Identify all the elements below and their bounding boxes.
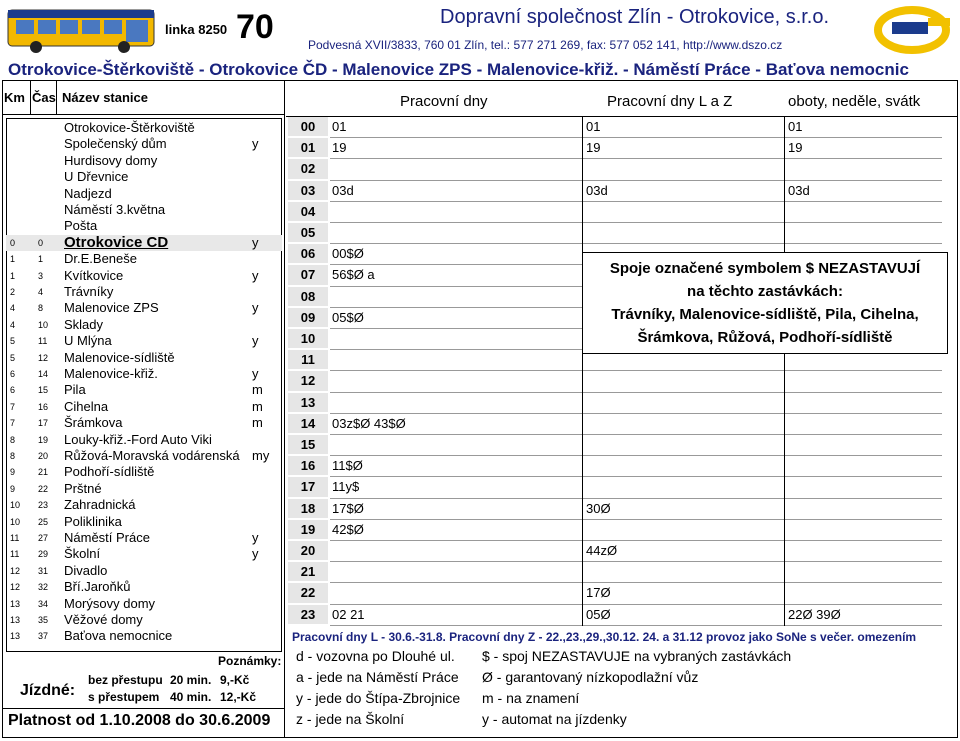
stop-time: 20 xyxy=(38,451,49,461)
stop-name: Růžová-Moravská vodárenská xyxy=(64,448,240,463)
hour-cell: 11 xyxy=(288,350,328,369)
stop-row xyxy=(6,382,282,398)
route-description: Otrokovice-Štěrkoviště - Otrokovice ČD - Malenovice ZPS - Malenovice-křiž. - Náměstí Práce - Baťova nemocnic xyxy=(8,60,909,79)
workday-departures: 02 21 xyxy=(332,606,365,622)
weekend-departures: 01 xyxy=(788,119,803,134)
stop-time: 1 xyxy=(38,254,44,265)
stop-flag: y xyxy=(252,267,259,283)
legend-a: a - jede na Náměstí Práce xyxy=(296,669,459,685)
stop-km: 13 xyxy=(10,598,21,609)
stop-row xyxy=(6,186,282,202)
workday-lz-departures: 03d xyxy=(586,182,608,198)
stop-flag: m xyxy=(252,398,263,414)
stop-km: 11 xyxy=(10,549,20,560)
weekend-header: oboty, neděle, svátk xyxy=(788,93,921,110)
stop-name: U Dřevnice xyxy=(64,169,129,185)
stop-row xyxy=(6,153,282,169)
stop-time: 4 xyxy=(38,287,44,297)
stop-name: Louky-křiž.-Ford Auto Viki xyxy=(64,431,212,447)
notice-line-2: na těchto zastávkách: xyxy=(687,283,843,300)
stop-flag: y xyxy=(252,333,259,349)
stop-row xyxy=(6,300,282,316)
hour-cell: 20 xyxy=(288,541,328,560)
stop-km: 6 xyxy=(10,385,16,396)
notice-line-1: Spoje označené symbolem $ NEZASTAVUJÍ xyxy=(609,260,921,277)
stop-name: Sklady xyxy=(64,316,104,332)
stop-flag: my xyxy=(252,448,270,463)
hour-row xyxy=(288,562,942,581)
workday-lz-departures: 44zØ xyxy=(586,543,618,558)
stop-km: 5 xyxy=(10,336,16,347)
stop-row xyxy=(6,235,282,251)
stop-time: 14 xyxy=(38,369,49,379)
hour-row xyxy=(288,393,942,412)
stop-name: Divadlo xyxy=(64,562,108,578)
stop-name: Otrokovice CD xyxy=(64,233,169,251)
stop-km: 12 xyxy=(10,565,21,576)
stop-time: 23 xyxy=(38,500,49,511)
hour-cell: 14 xyxy=(288,414,328,433)
workday-departures: 05$Ø xyxy=(332,309,364,325)
stop-km: 6 xyxy=(10,369,16,379)
hour-cell: 15 xyxy=(288,435,328,454)
fare-row-1-price: 9,-Kč xyxy=(220,673,250,687)
stop-km: 11 xyxy=(10,533,20,543)
stop-name: Pila xyxy=(64,382,86,398)
hour-cell: 13 xyxy=(288,393,328,412)
hour-cell: 16 xyxy=(288,456,328,475)
hour-cell: 01 xyxy=(288,138,328,157)
weekend-departures: 22Ø 39Ø xyxy=(788,606,841,622)
stop-time: 17 xyxy=(38,418,49,429)
stop-name: Zahradnická xyxy=(64,497,136,513)
hour-row xyxy=(288,583,942,602)
hour-cell: 06 xyxy=(288,244,328,263)
validity-period: Platnost od 1.10.2008 do 30.6.2009 xyxy=(8,712,271,729)
hour-row xyxy=(288,499,942,518)
stop-km: 0 xyxy=(10,237,16,248)
workday-departures: 56$Ø a xyxy=(332,267,375,283)
fare-row-2-price: 12,-Kč xyxy=(220,690,257,704)
stop-time: 8 xyxy=(38,303,44,314)
hour-row xyxy=(288,159,942,178)
stop-row xyxy=(6,120,282,136)
stop-name: Malenovice-křiž. xyxy=(64,366,158,381)
nonstop-notice xyxy=(582,252,948,354)
stop-row xyxy=(6,579,282,595)
workday-departures: 42$Ø xyxy=(332,521,364,537)
stop-row xyxy=(6,350,282,366)
hour-row xyxy=(288,414,942,433)
workday-lz-departures: 01 xyxy=(586,119,601,134)
stop-name: Prštné xyxy=(64,480,102,496)
stop-time: 29 xyxy=(38,549,49,560)
stop-row xyxy=(6,596,282,612)
stop-row xyxy=(6,202,282,218)
stop-time: 16 xyxy=(38,401,49,412)
fare-row-2-time: 40 min. xyxy=(170,690,212,704)
stop-time: 10 xyxy=(38,319,49,330)
stop-flag: y xyxy=(252,300,259,316)
stop-row xyxy=(6,268,282,284)
hour-row xyxy=(288,138,942,157)
stop-row xyxy=(6,284,282,300)
workday-departures: 11$Ø xyxy=(332,458,363,474)
hour-row xyxy=(288,605,942,624)
stop-name: Společenský dům xyxy=(64,136,167,152)
stop-km: 2 xyxy=(10,287,16,297)
stop-name: Morýsovy domy xyxy=(64,595,156,611)
stop-time: 22 xyxy=(38,483,49,494)
notes-label: Poznámky: xyxy=(218,654,282,668)
stop-name: Malenovice ZPS xyxy=(64,300,159,316)
stop-flag: m xyxy=(252,382,263,398)
stop-row xyxy=(6,481,282,497)
weekend-departures: 03d xyxy=(788,182,810,198)
km-header: Km xyxy=(4,90,25,105)
stop-km: 8 xyxy=(10,451,16,461)
workday-lz-departures: 05Ø xyxy=(586,606,611,622)
service-dates-note: Pracovní dny L - 30.6.-31.8. Pracovní dny Z - 22.,23.,29.,30.12. 24. a 31.12 provoz jako SoNe s večer. omezením xyxy=(292,630,917,644)
stop-time: 25 xyxy=(38,516,49,527)
stop-time: 27 xyxy=(38,533,49,543)
workday-departures: 11y$ xyxy=(332,479,360,495)
hour-cell: 18 xyxy=(288,499,328,518)
hour-row xyxy=(288,202,942,221)
workdays-lz-header: Pracovní dny L a Z xyxy=(607,93,733,110)
stop-name-header: Název stanice xyxy=(62,90,148,105)
stop-row xyxy=(6,333,282,349)
bus-icon xyxy=(6,4,158,59)
workday-departures: 03z$Ø 43$Ø xyxy=(332,415,406,431)
legend-y-route: y - jede do Štípa-Zbrojnice xyxy=(296,690,461,706)
stop-name: Věžové domy xyxy=(64,612,143,627)
stop-name: Baťova nemocnice xyxy=(64,628,173,644)
fare-row-1-label: bez přestupu xyxy=(88,673,163,687)
stop-flag: y xyxy=(252,366,259,381)
stop-time: 12 xyxy=(38,352,49,363)
hour-row xyxy=(288,223,942,242)
stop-km: 8 xyxy=(10,434,16,445)
hour-cell: 22 xyxy=(288,583,328,602)
workday-lz-departures: 17Ø xyxy=(586,585,611,601)
workdays-header: Pracovní dny xyxy=(400,93,488,110)
line-number: 70 xyxy=(236,8,274,46)
notice-line-4: Šrámkova, Růžová, Podhoří-sídliště xyxy=(637,329,893,346)
fare-row-1-time: 20 min. xyxy=(170,673,212,687)
stop-km: 9 xyxy=(10,483,16,494)
stop-km: 10 xyxy=(10,500,21,511)
hour-cell: 23 xyxy=(288,605,328,624)
legend-y-ticket: y - automat na jízdenky xyxy=(482,711,627,727)
legend-d: d - vozovna po Dlouhé ul. xyxy=(296,648,455,664)
stop-time: 3 xyxy=(38,270,44,281)
stop-row xyxy=(6,366,282,382)
workday-departures: 01 xyxy=(332,119,347,134)
hour-cell: 09 xyxy=(288,308,328,327)
stop-row xyxy=(6,415,282,431)
dszo-logo-icon xyxy=(872,4,952,61)
line-label: linka 8250 xyxy=(165,22,228,37)
hour-cell: 02 xyxy=(288,159,328,178)
stop-row xyxy=(6,448,282,464)
stop-time: 34 xyxy=(38,598,49,609)
stop-flag: y xyxy=(252,234,259,250)
stop-time: 37 xyxy=(38,631,49,642)
hour-row xyxy=(288,520,942,539)
hour-cell: 12 xyxy=(288,371,328,390)
stop-flag: y xyxy=(252,530,259,545)
stop-row xyxy=(6,514,282,530)
stop-row xyxy=(6,628,282,644)
stop-row xyxy=(6,169,282,185)
stop-km: 7 xyxy=(10,401,16,412)
stop-flag: m xyxy=(252,415,263,431)
stop-name: Bří.Jaroňků xyxy=(64,579,131,595)
hour-cell: 00 xyxy=(288,117,328,136)
stop-name: Trávníky xyxy=(64,284,114,299)
legend-m: m - na znamení xyxy=(482,690,580,706)
hour-cell: 04 xyxy=(288,202,328,221)
stop-time: 32 xyxy=(38,582,49,593)
stop-name: Podhoří-sídliště xyxy=(64,464,155,480)
company-address: Podvesná XVII/3833, 760 01 Zlín, tel.: 577 271 269, fax: 577 052 141, http://www.dszo.cz xyxy=(308,38,783,52)
legend-oslash: Ø - garantovaný nízkopodlažní vůz xyxy=(482,669,699,685)
weekend-departures: 19 xyxy=(788,140,803,156)
stop-km: 13 xyxy=(10,615,21,625)
stop-time: 0 xyxy=(38,237,44,248)
stop-km: 10 xyxy=(10,516,21,527)
stop-time: 21 xyxy=(38,467,49,478)
stop-row xyxy=(6,432,282,448)
time-header: Čas xyxy=(32,90,56,105)
stop-name: Nadjezd xyxy=(64,185,112,201)
stop-flag: y xyxy=(252,136,259,152)
company-name: Dopravní společnost Zlín - Otrokovice, s.r.o. xyxy=(440,6,830,28)
hour-cell: 10 xyxy=(288,329,328,348)
stop-row xyxy=(6,218,282,234)
stop-row xyxy=(6,251,282,267)
stop-time: 31 xyxy=(38,565,49,576)
stop-name: Otrokovice-Štěrkoviště xyxy=(64,120,195,135)
hour-cell: 07 xyxy=(288,265,328,284)
stop-row xyxy=(6,530,282,546)
hour-row xyxy=(288,541,942,560)
stop-row xyxy=(6,317,282,333)
hour-cell: 21 xyxy=(288,562,328,581)
fare-row-2-label: s přestupem xyxy=(88,690,160,704)
workday-departures: 19 xyxy=(332,140,347,156)
stop-km: 4 xyxy=(10,319,16,330)
stop-flag: y xyxy=(252,546,259,562)
stop-row xyxy=(6,399,282,415)
stop-km: 12 xyxy=(10,582,21,593)
workday-departures: 00$Ø xyxy=(332,246,364,262)
stop-km: 1 xyxy=(10,254,16,265)
legend-dollar: $ - spoj NEZASTAVUJE na vybraných zastávkách xyxy=(482,648,792,664)
stop-name: Pošta xyxy=(64,218,98,234)
stop-name: Náměstí 3.května xyxy=(64,202,166,217)
hour-row xyxy=(288,435,942,454)
stop-time: 19 xyxy=(38,434,49,445)
hour-cell: 05 xyxy=(288,223,328,242)
stop-row xyxy=(6,563,282,579)
stop-name: Kvítkovice xyxy=(64,267,124,283)
notice-line-3: Trávníky, Malenovice-sídliště, Pila, Cihelna, xyxy=(611,306,919,323)
hour-cell: 17 xyxy=(288,477,328,496)
stop-name: Hurdisovy domy xyxy=(64,152,158,168)
hour-row xyxy=(288,371,942,390)
stop-name: Cihelna xyxy=(64,398,109,414)
stop-row xyxy=(6,497,282,513)
stop-km: 5 xyxy=(10,352,16,363)
hour-cell: 08 xyxy=(288,287,328,306)
stop-name: Dr.E.Beneše xyxy=(64,251,137,267)
hour-row xyxy=(288,181,942,200)
hour-row xyxy=(288,456,942,475)
workday-departures: 17$Ø xyxy=(332,500,364,516)
stop-km: 9 xyxy=(10,467,16,478)
stop-name: Školní xyxy=(64,546,101,562)
stop-row xyxy=(6,612,282,628)
stop-km: 13 xyxy=(10,631,21,642)
stop-name: U Mlýna xyxy=(64,333,112,349)
hour-row xyxy=(288,477,942,496)
fare-label: Jízdné: xyxy=(20,682,76,699)
stop-time: 15 xyxy=(38,385,49,396)
stop-row xyxy=(6,546,282,562)
workday-lz-departures: 19 xyxy=(586,140,601,156)
workday-lz-departures: 30Ø xyxy=(586,500,611,516)
stop-name: Poliklinika xyxy=(64,513,122,529)
stop-time: 35 xyxy=(38,615,49,625)
hour-cell: 19 xyxy=(288,520,328,539)
hour-cell: 03 xyxy=(288,181,328,200)
legend-z: z - jede na Školní xyxy=(296,711,405,727)
stop-name: Náměstí Práce xyxy=(64,530,150,545)
stop-row xyxy=(6,464,282,480)
stop-km: 4 xyxy=(10,303,16,314)
workday-departures: 03d xyxy=(332,182,354,198)
stop-km: 1 xyxy=(10,270,16,281)
stop-km: 7 xyxy=(10,418,16,429)
hour-row xyxy=(288,117,942,136)
stop-name: Malenovice-sídliště xyxy=(64,349,175,365)
stop-name: Šrámkova xyxy=(64,415,123,431)
stop-time: 11 xyxy=(38,336,48,347)
stop-row xyxy=(6,136,282,152)
